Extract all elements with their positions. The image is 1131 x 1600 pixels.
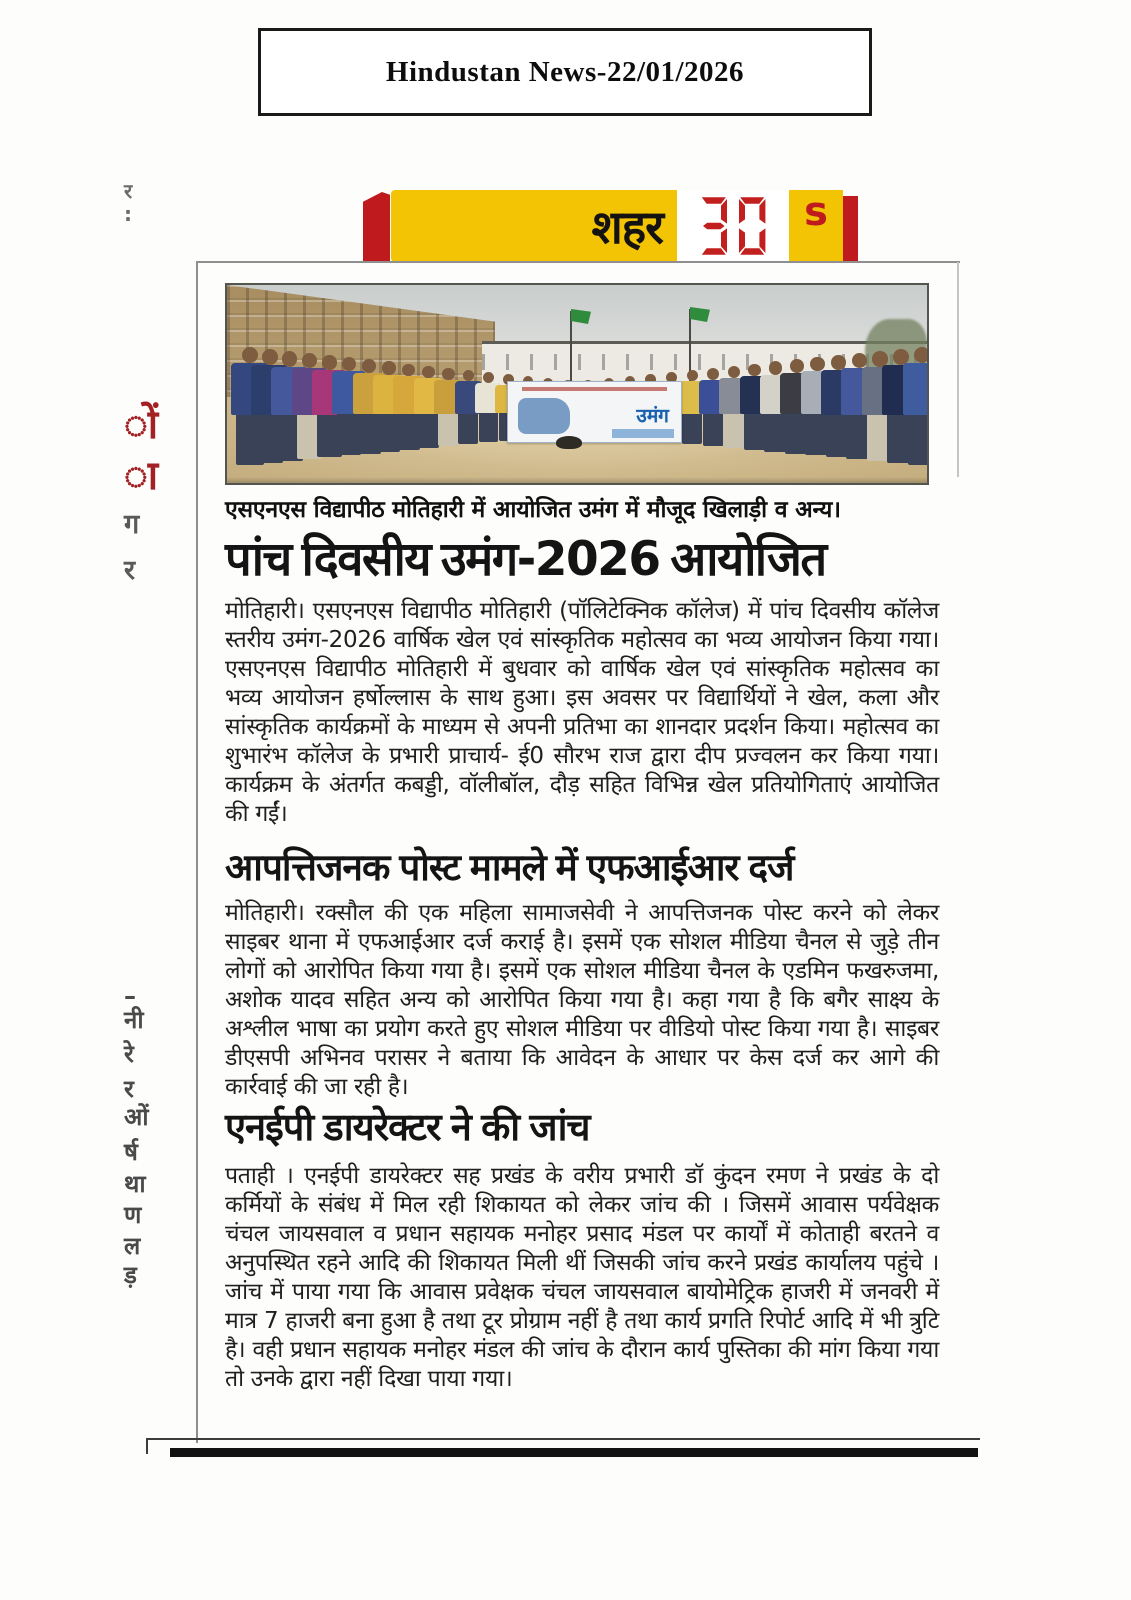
article-body-fir: मोतिहारी। रक्सौल की एक महिला सामाजसेवी ने आपत्तिजनक पोस्ट करने को लेकर साइबर थाना में एफआईआर दर्ज कराई है। इसमें एक सोशल मीडिया चैनल से जुड़े तीन लोगों को आरोपित किया गया है। इसमें एक सोशल मीडिया चैनल के एडमिन फखरुजमा, अशोक यादव सहित अन्य को आरोपित किया गया है। कहा गया है कि बगैर साक्ष्य के अश्लील भाषा का प्रयोग करते हुए सोशल मीडिया पर वीडियो पोस्ट किया गया है। साइबर डीएसपी अभिनव परासर ने बताया कि आवेदन के आधार पर केस दर्ज कर आगे की कार्रवाई की जा रही है।	[225, 900, 939, 1100]
banner-headline-blur	[522, 387, 667, 391]
margin-fragment: ड़	[124, 1261, 137, 1289]
margin-fragment: र	[124, 179, 133, 203]
margin-fragment: ा	[124, 453, 159, 499]
edition-suffix-panel	[789, 190, 843, 262]
photo-ground-object	[556, 436, 582, 449]
clipping-source-box	[258, 28, 872, 116]
section-label: शहर	[591, 200, 663, 254]
margin-fragment: रे	[124, 1040, 134, 1068]
clip-right-rule	[957, 262, 959, 477]
margin-fragment: था	[124, 1170, 146, 1198]
margin-fragment: र	[124, 555, 136, 586]
page-number-sevenseg-icon	[690, 196, 776, 256]
margin-fragment: ल	[124, 1232, 141, 1260]
news-photo	[225, 283, 929, 485]
photo-umang-banner	[507, 381, 682, 443]
clip-left-rule	[196, 261, 198, 1443]
margin-fragment: ों	[124, 402, 159, 448]
masthead-red-bar	[363, 192, 390, 262]
article-body-umang: मोतिहारी। एसएनएस विद्यापीठ मोतिहारी (पॉलिटेक्निक कॉलेज) में पांच दिवसीय कॉलेज स्तरीय उमंग-2026 वार्षिक खेल एवं सांस्कृतिक महोत्सव का भव्य आयोजन किया गया। एसएनएस विद्यापीठ मोतिहारी में बुधवार को वार्षिक खेल एवं सांस्कृतिक महोत्सव का भव्य आयोजन हर्षोल्लास के साथ हुआ। इस अवसर पर विद्यार्थियों ने खेल, कला और सांस्कृतिक कार्यक्रमों के माध्यम से अपनी प्रतिभा का शानदार प्रदर्शन किया। महोत्सव का शुभारंभ कॉलेज के प्रभारी प्राचार्य- ई0 सौरभ राज द्वारा दीप प्रज्वलन कर किया गया। कार्यक्रम के अंतर्गत कबड्डी, वॉलीबॉल, दौड़ सहित विभिन्न खेल प्रतियोगिताएं आयोजित की गईं।	[225, 598, 939, 827]
banner-umang-text: उमंग	[636, 405, 669, 427]
margin-fragment: :	[124, 202, 132, 226]
article-body-nep: पताही । एनईपी डायरेक्टर सह प्रखंड के वरीय प्रभारी डॉ कुंदन रमण ने प्रखंड के दो कर्मियों के संबंध में मिल रही शिकायत को लेकर जांच की । जिसमें आवास पर्यवेक्षक चंचल जायसवाल व प्रधान सहायक मनोहर प्रसाद मंडल पर कार्यों में कोताही बरतने व अनुपस्थित रहने आदि की शिकायत मिली थीं जिसकी जांच करने प्रखंड कार्यालय पहुंचे । जांच में पाया गया कि आवास प्रवेक्षक चंचल जायसवाल बायोमेट्रिक हाजरी में जनवरी में मात्र 7 हाजरी बना हुआ है तथा टूर प्रोग्राम नहीं है तथा कार्य प्रगति रिपोर्ट आदि में भी त्रुटि है। वही प्रधान सहायक मनोहर मंडल की जांच के दौरान कार्य पुस्तिका की मांग किया गया तो उनके द्वारा नहीं दिखा पाया गया।	[225, 1163, 939, 1392]
margin-fragment: –	[124, 982, 136, 1010]
masthead-red-stripe	[843, 196, 858, 262]
headline-nep-director: एनईपी डायरेक्टर ने की जांच	[225, 1105, 590, 1149]
edition-suffix: s	[804, 189, 828, 235]
article-column	[225, 283, 939, 1394]
photo-caption: एसएनएस विद्यापीठ मोतिहारी में आयोजित उमंग में मौजूद खिलाड़ी व अन्य।	[225, 497, 841, 523]
clip-bottom-bar	[170, 1448, 978, 1457]
headline-umang-2026: पांच दिवसीय उमंग-2026 आयोजित	[225, 532, 826, 587]
margin-fragment: ग	[124, 509, 140, 540]
margin-fragment: र्ष	[124, 1138, 138, 1166]
headline-fir-case: आपत्तिजनक पोस्ट मामले में एफआईआर दर्ज	[225, 846, 794, 889]
masthead-yellow-band	[391, 190, 677, 262]
clipping-source-title: Hindustan News-22/01/2026	[385, 55, 745, 88]
banner-graphic	[518, 398, 570, 434]
clip-top-rule	[196, 261, 960, 263]
margin-fragment: र	[124, 1075, 134, 1103]
margin-fragment: ण	[124, 1201, 142, 1229]
page-number-panel	[677, 190, 789, 262]
margin-fragment: नी	[124, 1006, 144, 1034]
banner-bottom-strip	[612, 429, 674, 438]
photo-person	[903, 347, 930, 477]
margin-fragment: ओं	[124, 1103, 149, 1131]
